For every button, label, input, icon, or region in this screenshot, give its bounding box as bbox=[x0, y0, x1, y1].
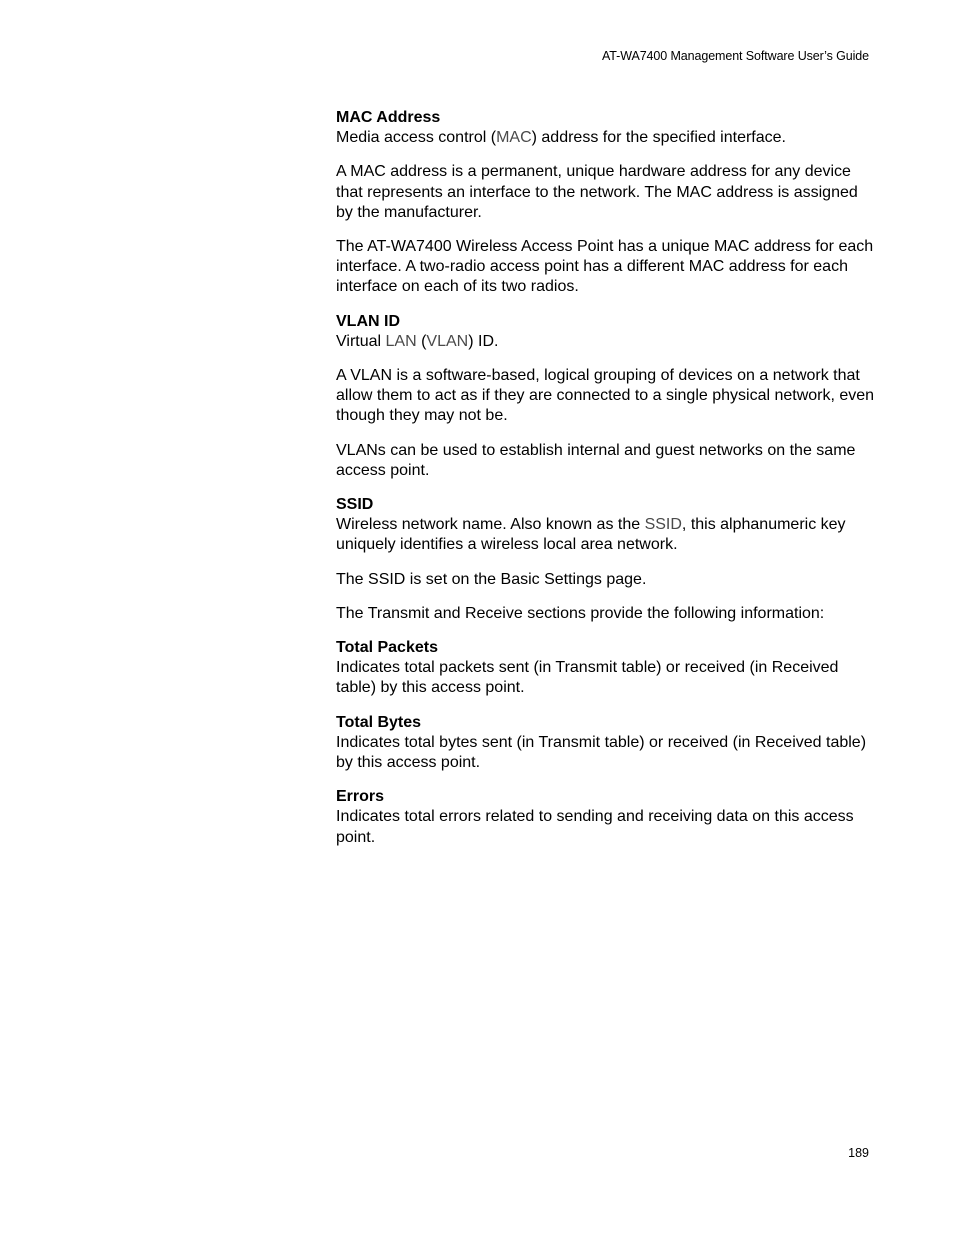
ssid-paragraph-2: The SSID is set on the Basic Settings page. bbox=[336, 570, 647, 588]
running-header: AT-WA7400 Management Software User’s Guide bbox=[602, 49, 869, 63]
ssid-definition: Wireless network name. Also known as the SSID, this alphanumeric key uniquely identifies a wireless local area network. bbox=[336, 516, 846, 554]
page-number: 189 bbox=[848, 1146, 869, 1160]
vlan-link[interactable]: VLAN bbox=[426, 332, 469, 350]
mac-definition: Media access control (MAC) address for the specified interface. bbox=[336, 129, 786, 147]
document-body bbox=[336, 108, 876, 862]
errors-definition: Indicates total errors related to sending and receiving data on this access point. bbox=[336, 808, 854, 846]
vlan-paragraph-3: VLANs can be used to establish internal and guest networks on the same access point. bbox=[336, 441, 856, 479]
mac-paragraph-2: A MAC address is a permanent, unique hardware address for any device that represents an interface to the network. The MAC address is assigned by the manufacturer. bbox=[336, 163, 858, 221]
term-vlan-id: VLAN ID bbox=[336, 312, 400, 330]
term-total-bytes: Total Bytes bbox=[336, 713, 422, 731]
total-bytes-definition: Indicates total bytes sent (in Transmit table) or received (in Received table) by this access point. bbox=[336, 733, 867, 772]
mac-paragraph-3: The AT-WA7400 Wireless Access Point has a unique MAC address for each interface. A two-radio access point has a different MAC address for each interface on each of its two radios. bbox=[336, 238, 874, 296]
term-total-packets: Total Packets bbox=[336, 639, 438, 657]
vlan-paragraph-2: A VLAN is a software-based, logical grouping of devices on a network that allow them to act as if they are connected to a single physical network, even though they may not be. bbox=[336, 367, 875, 425]
term-errors: Errors bbox=[336, 788, 385, 806]
lan-link[interactable]: LAN bbox=[385, 332, 417, 350]
term-ssid: SSID bbox=[336, 496, 374, 514]
term-mac-address: MAC Address bbox=[336, 109, 441, 126]
vlan-definition: Virtual LAN (VLAN) ID. bbox=[336, 332, 499, 350]
ssid-link[interactable]: SSID bbox=[644, 516, 682, 534]
ssid-paragraph-3: The Transmit and Receive sections provide the following information: bbox=[336, 604, 825, 622]
mac-link[interactable]: MAC bbox=[496, 129, 532, 147]
total-packets-definition: Indicates total packets sent (in Transmit table) or received (in Received table) by this access point. bbox=[336, 659, 839, 697]
